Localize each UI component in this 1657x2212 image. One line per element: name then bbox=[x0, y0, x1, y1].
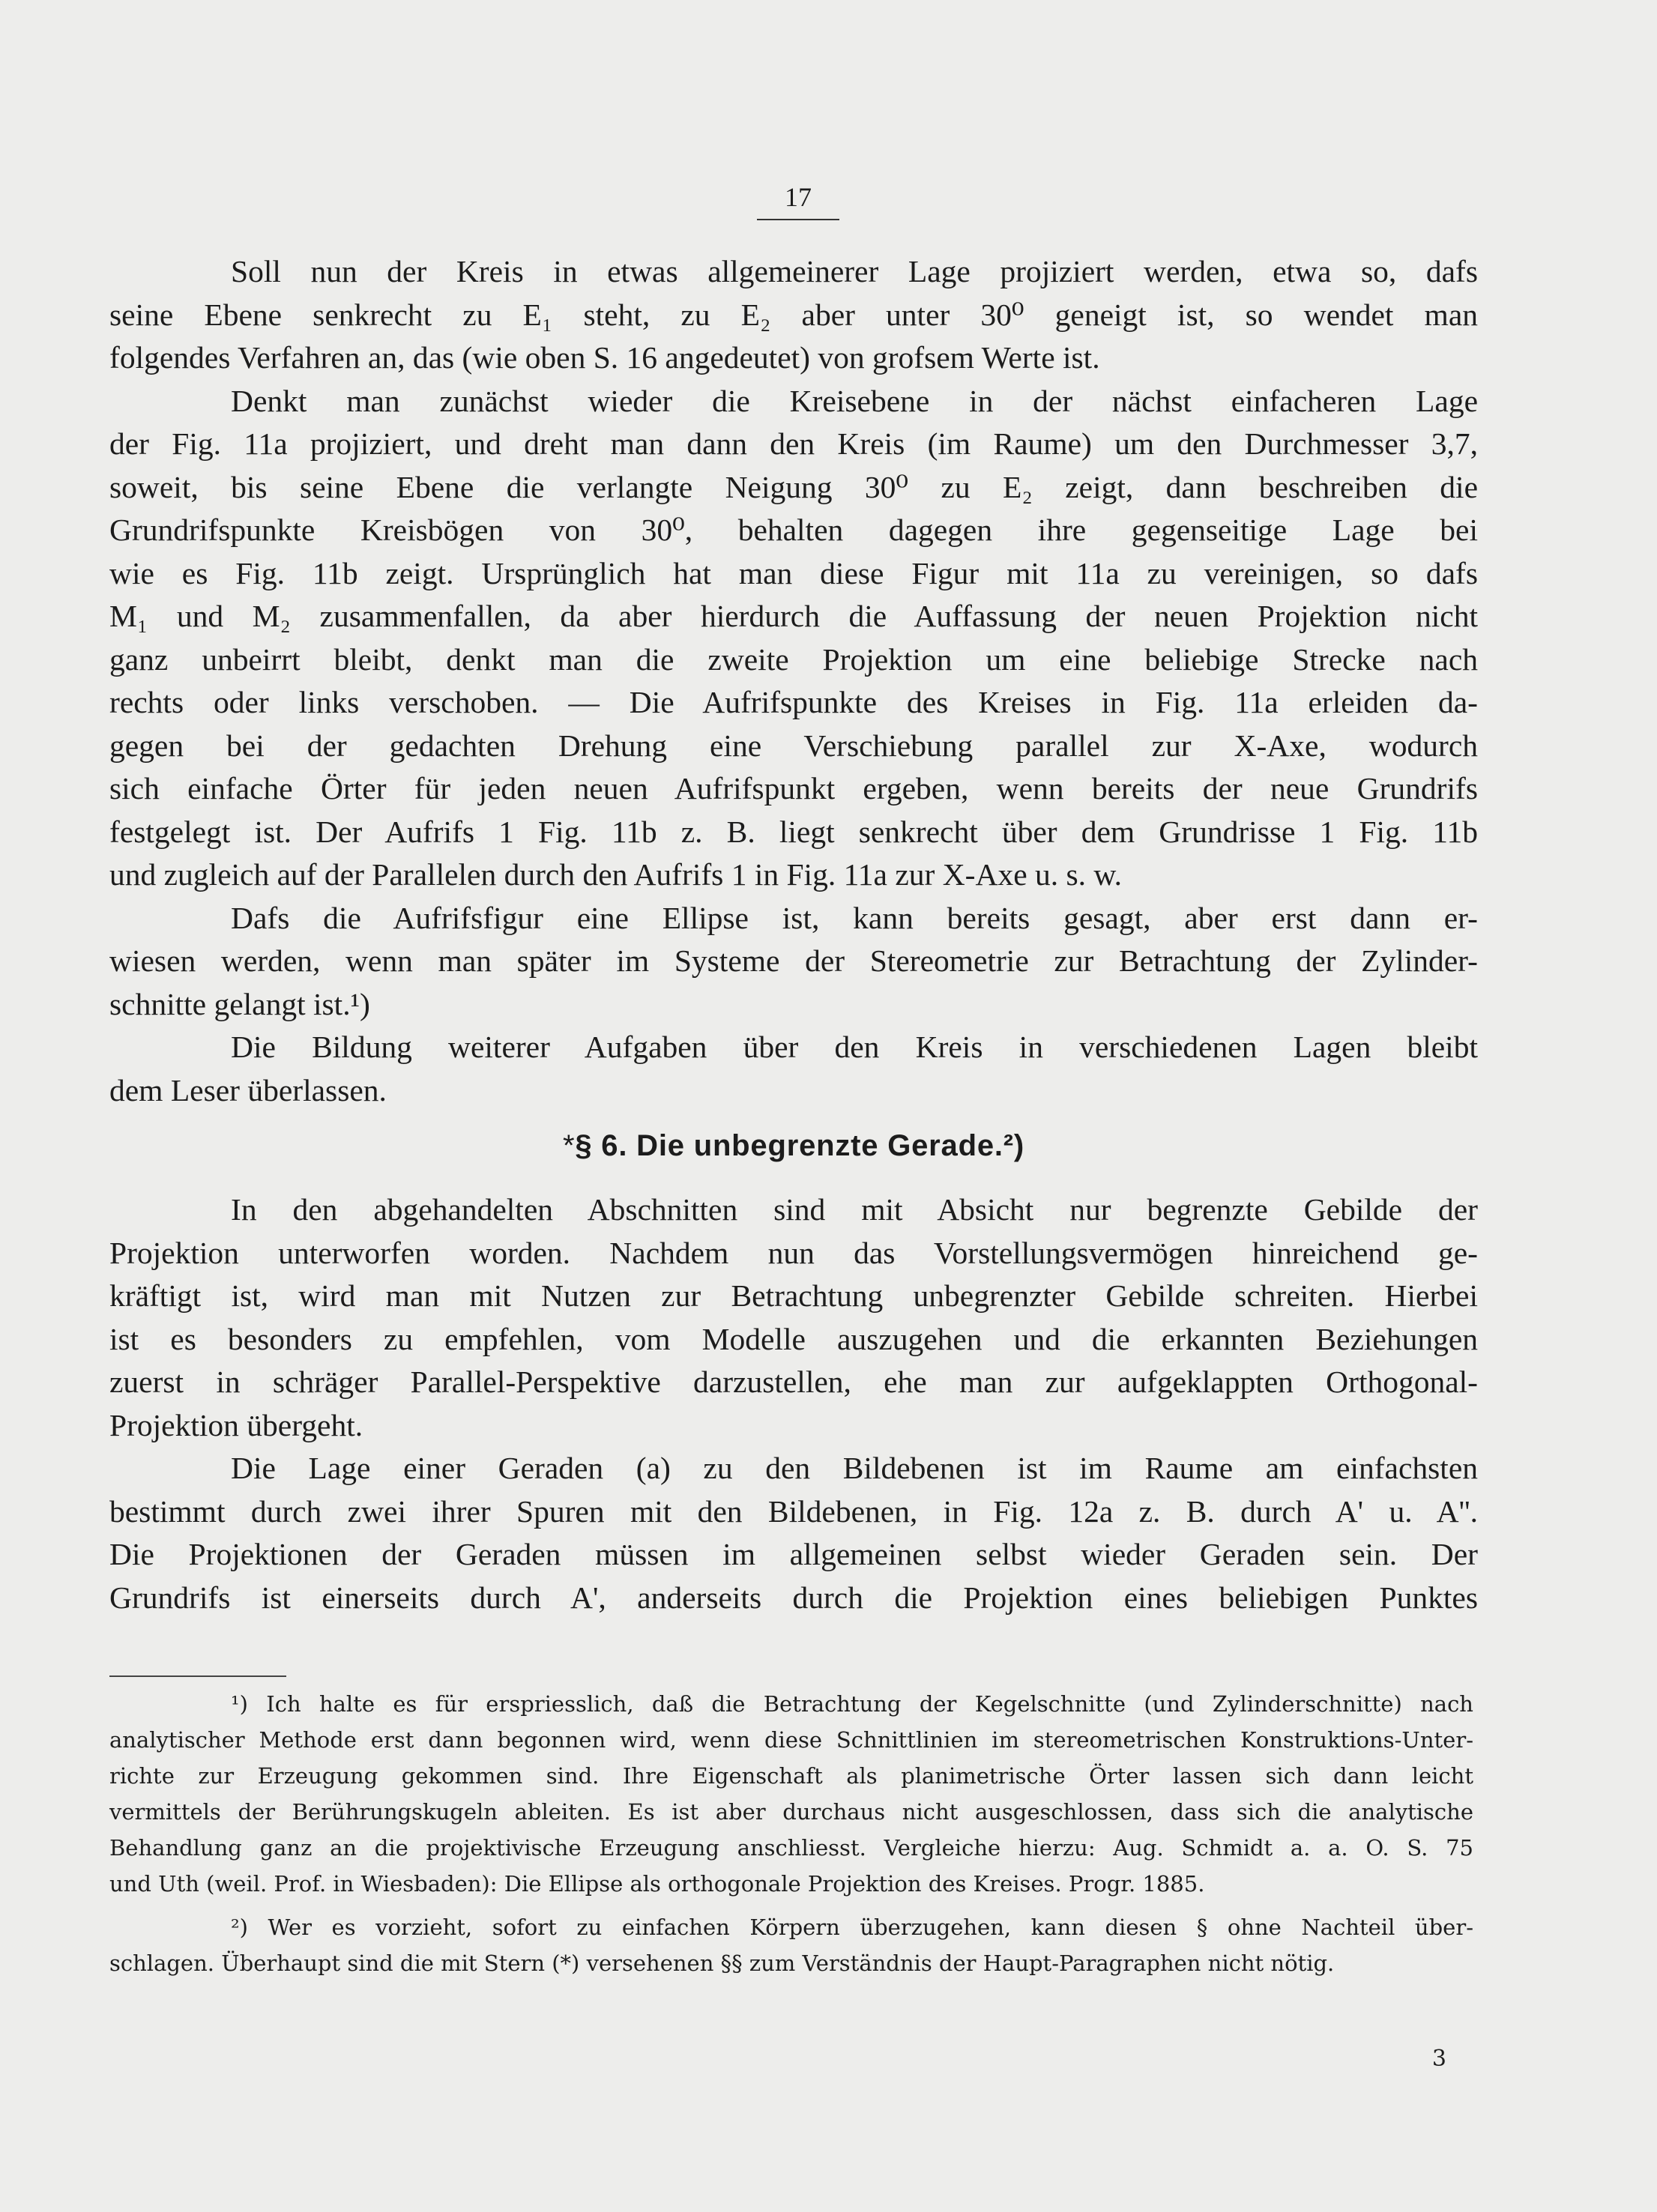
text-line: rechts oder links verschoben. — Die Aufrifspunkte des Kreises in Fig. 11a erleiden da- bbox=[109, 685, 1478, 719]
text-line: In den abgehandelten Abschnitten sind mit Absicht nur begrenzte Gebilde der bbox=[231, 1192, 1478, 1227]
main-text bbox=[109, 250, 1478, 1619]
footnote-gap bbox=[109, 1902, 1473, 1909]
text-line: ist es besonders zu empfehlen, vom Modelle auszugehen und die erkannten Beziehungen bbox=[109, 1321, 1478, 1356]
text-line: der Fig. 11a projiziert, und dreht man dann den Kreis (im Raume) um den Durchmesser 3,7, bbox=[109, 426, 1478, 461]
text-line: Dafs die Aufrifsfigur eine Ellipse ist, kann bereits gesagt, aber erst dann er- bbox=[231, 900, 1478, 935]
text-line: bestimmt durch zwei ihrer Spuren mit den Bildebenen, in Fig. 12a z. B. durch A' u. A''. bbox=[109, 1493, 1478, 1529]
text-line: festgelegt ist. Der Aufrifs 1 Fig. 11b z. B. liegt senkrecht über dem Grundrisse 1 Fig. 11b bbox=[109, 814, 1478, 849]
text-line: gegen bei der gedachten Drehung eine Verschiebung parallel zur X-Axe, wodurch bbox=[109, 728, 1478, 763]
text-line: wiesen werden, wenn man später im Systeme der Stereometrie zur Betrachtung der Zylinder- bbox=[109, 943, 1478, 978]
text-line: und zugleich auf der Parallelen durch den Aufrifs 1 in Fig. 11a zur X-Axe u. s. w. bbox=[109, 857, 1123, 892]
section-heading bbox=[109, 1122, 1478, 1169]
text-line: Die Projektionen der Geraden müssen im allgemeinen selbst wieder Geraden sein. Der bbox=[109, 1537, 1478, 1571]
text-line: dem Leser überlassen. bbox=[109, 1072, 387, 1107]
footnotes bbox=[109, 1686, 1473, 1981]
text-line: Die Lage einer Geraden (a) zu den Bildebenen ist im Raume am einfachsten bbox=[231, 1451, 1478, 1485]
footnote-rule bbox=[109, 1675, 286, 1677]
footnote-line: ²) Wer es vorzieht, sofort zu einfachen Körpern überzugehen, kann diesen § ohne Nachteil über- bbox=[231, 1915, 1473, 1940]
text-line: wie es Fig. 11b zeigt. Ursprünglich hat man diese Figur mit 11a zu vereinigen, so dafs bbox=[109, 555, 1478, 590]
footnote-line: und Uth (weil. Prof. in Wiesbaden): Die Ellipse als orthogonale Projektion des Kreises. Progr. 1885. bbox=[109, 1871, 1205, 1897]
text-line: kräftigt ist, wird man mit Nutzen zur Betrachtung unbegrenzter Gebilde schreiten. Hierbei bbox=[109, 1278, 1478, 1313]
text-line: ganz unbeirrt bleibt, denkt man die zweite Projektion um eine beliebige Strecke nach bbox=[109, 641, 1478, 677]
text-line: Soll nun der Kreis in etwas allgemeinerer Lage projiziert werden, etwa so, dafs bbox=[231, 254, 1478, 288]
text-line: Denkt man zunächst wieder die Kreisebene in der nächst einfacheren Lage bbox=[231, 383, 1478, 418]
text-line: Grundrifs ist einerseits durch A', anderseits durch die Projektion eines beliebigen Punktes bbox=[109, 1580, 1478, 1615]
text-line: sich einfache Örter für jeden neuen Aufrifspunkt ergeben, wenn bereits der neue Grundrifs bbox=[109, 771, 1478, 806]
text-line: M₁ und M₂ zusammenfallen, da aber hierdurch die Auffassung der neuen Projektion nicht bbox=[109, 599, 1478, 633]
signature-mark: 3 bbox=[1431, 2046, 1446, 2072]
section-star: * bbox=[562, 1129, 576, 1162]
section-title: § 6. Die unbegrenzte Gerade.²) bbox=[575, 1129, 1025, 1162]
text-line: schnitte gelangt ist.¹) bbox=[109, 986, 370, 1021]
text-line: soweit, bis seine Ebene die verlangte Neigung 30⁰ zu E₂ zeigt, dann beschreiben die bbox=[109, 469, 1478, 504]
footnote-line: ¹) Ich halte es für erspriesslich, daß die Betrachtung der Kegelschnitte (und Zylinderschnitte) nach bbox=[231, 1691, 1473, 1717]
text-line: Projektion unterworfen worden. Nachdem nun das Vorstellungsvermögen hinreichend ge- bbox=[109, 1235, 1478, 1270]
text-line: Die Bildung weiterer Aufgaben über den Kreis in verschiedenen Lagen bleibt bbox=[231, 1030, 1478, 1064]
text-line: zuerst in schräger Parallel-Perspektive darzustellen, ehe man zur aufgeklappten Orthogonal- bbox=[109, 1365, 1478, 1399]
text-line: folgendes Verfahren an, das (wie oben S. 16 angedeutet) von grofsem Werte ist. bbox=[109, 340, 1100, 375]
page-number: 17 bbox=[757, 178, 839, 220]
footnote-line: Behandlung ganz an die projektivische Erzeugung anschliesst. Vergleiche hierzu: Aug. Schmidt a. a. O. S. 75 bbox=[109, 1835, 1473, 1861]
footnote-line: schlagen. Überhaupt sind die mit Stern (*) versehenen §§ zum Verständnis der Haupt-Paragraphen nicht nötig. bbox=[109, 1950, 1335, 1976]
footnote-line: analytischer Methode erst dann begonnen wird, wenn diese Schnittlinien im stereometrischen Konstruktions-Unter- bbox=[109, 1727, 1473, 1753]
text-line: Projektion übergeht. bbox=[109, 1407, 363, 1442]
footnote-line: richte zur Erzeugung gekommen sind. Ihre Eigenschaft als planimetrische Örter lassen sich dann leicht bbox=[109, 1763, 1473, 1789]
text-line: seine Ebene senkrecht zu E₁ steht, zu E₂ aber unter 30⁰ geneigt ist, so wendet man bbox=[109, 297, 1478, 332]
footnote-line: vermittels der Berührungskugeln ableiten. Es ist aber durchaus nicht ausgeschlossen, dass sich die analytische bbox=[109, 1799, 1473, 1825]
text-line: Grundrifspunkte Kreisbögen von 30⁰, behalten dagegen ihre gegenseitige Lage bei bbox=[109, 513, 1478, 547]
